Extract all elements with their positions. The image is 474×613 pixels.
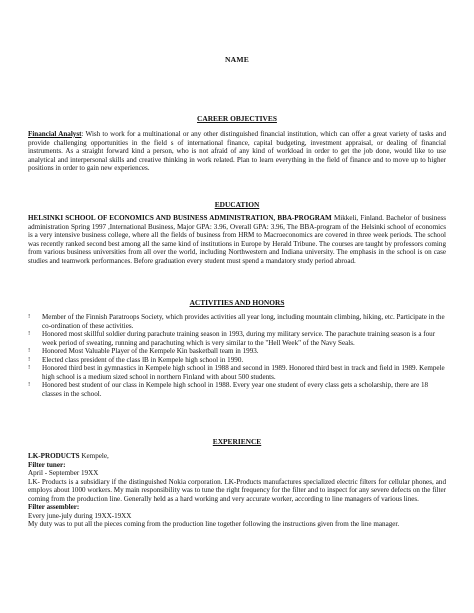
career-objectives-heading: [0, 114, 474, 123]
activities-list: [28, 313, 446, 398]
activity-item: ! Honored third best in gymnastics in Kempele high school in 1988 and second in 1989. Honored third best in track and field in 1989. Kempele high school is a medium sized school in northern Finland with about 500 students.: [28, 364, 445, 381]
experience-company: LK-PRODUCTS: [28, 452, 80, 460]
experience-description-filter-assembler: My duty was to put all the pieces coming from the production line together following the instructions given from the line manager.: [28, 520, 400, 529]
activity-item: ! Elected class president of the class lB in Kempele high school in 1990.: [28, 355, 244, 364]
education-paragraph: [28, 214, 446, 265]
bullet-icon: !: [28, 355, 31, 363]
career-objectives-paragraph: [28, 130, 446, 173]
activities-heading-text: ACTIVITIES AND HONORS: [189, 298, 285, 307]
education-school-name: HELSINKI SCHOOL OF ECONOMICS AND BUSINESS ADMINISTRATION, BBA-PROGRAM: [28, 214, 332, 222]
experience-section: [28, 452, 446, 529]
experience-location: Kempele,: [79, 452, 109, 460]
experience-heading: [0, 437, 474, 446]
education-text: Mikkeli, Finland. Bachelor of business administration Spring 1997 ,International Business, Major GPA: 3.96, Overall GPA: 3.96, The BBA-program of the Helsinki school of economics is a very intensive business college, where all the fields of business from HRM to Macroeconomics are covered in three week periods. The school was recently ranked second best among all the same kind of institutions in Europe by Herald Tribune. The courses are taught by professors coming from various business universities from all over the world, including Northwestern and Indiana university. The emphasis in the school is on case studies and teamwork performances. Before graduation every student must spend a mandatory study period abroad.: [28, 214, 446, 265]
bullet-icon: !: [28, 381, 31, 389]
career-objectives-heading-text: CAREER OBJECTIVES: [197, 114, 277, 123]
activity-item: ! Honored most skillful soldier during parachute training season in 1993, during my military service. The parachute training season is a four week period of sweating, running and parachuting which is very similar to the "Hell Week" of the Navy Seals.: [28, 330, 436, 347]
education-heading-text: EDUCATION: [214, 200, 260, 209]
bullet-icon: !: [28, 364, 31, 372]
career-role-label: Financial Analyst: [28, 130, 82, 138]
resume-name: NAME: [224, 55, 249, 64]
experience-dates-filter-tuner: April - September 19XX: [28, 469, 99, 478]
experience-dates-filter-assembler: Every june-july during 19XX-19XX: [28, 511, 132, 520]
activity-item: ! Honored best student of our class in Kempele high school in 1988. Every year one student of every class gets a scholarship, there are 18 classes in the school.: [28, 381, 429, 398]
education-heading: [0, 200, 474, 209]
experience-role-filter-assembler: Filter assembler:: [28, 503, 80, 512]
activity-item: ! Member of the Finnish Paratroops Society, which provides activities all year long, including mountain climbing, hiking, etc. Participate in the co-ordination of these activities.: [28, 313, 445, 330]
career-objective-text: : Wish to work for a multinational or any other distinguished financial institution, which can offer a great variety of tasks and provide challenging opportunities in the field s of international finance, capital budgeting, investment appraisal, or dealing of financial instruments. As a straight forward kind a person, who is not afraid of any kind of workload in order to get the job done, would like to use analytical and interpersonal skills and creative thinking in work related. Plan to learn everything in the field of finance and to move up to higher positions in order to gain new experiences.: [28, 130, 446, 173]
bullet-icon: !: [28, 330, 31, 338]
bullet-icon: !: [28, 313, 31, 320]
experience-role-filter-tuner: Filter tuner:: [28, 460, 66, 469]
experience-heading-text: EXPERIENCE: [212, 437, 262, 446]
experience-description-filter-tuner: LK- Products is a subsidiary if the distinguished Nokia corporation. LK-Products manufactures specialized electric filters for cellular phones, and employs about 1000 workers. My main responsibility was to tune the right frequency for the filter and to inspect for any severe defects on the filter coming from the production line. Generally held as a hard working and very accurate worker, according to line managers of various lines.: [28, 477, 446, 503]
activities-heading: [0, 298, 474, 307]
bullet-icon: !: [28, 347, 31, 355]
activity-item: ! Honored Most Valuable Player of the Kempele Kin basketball team in 1993.: [28, 347, 259, 356]
